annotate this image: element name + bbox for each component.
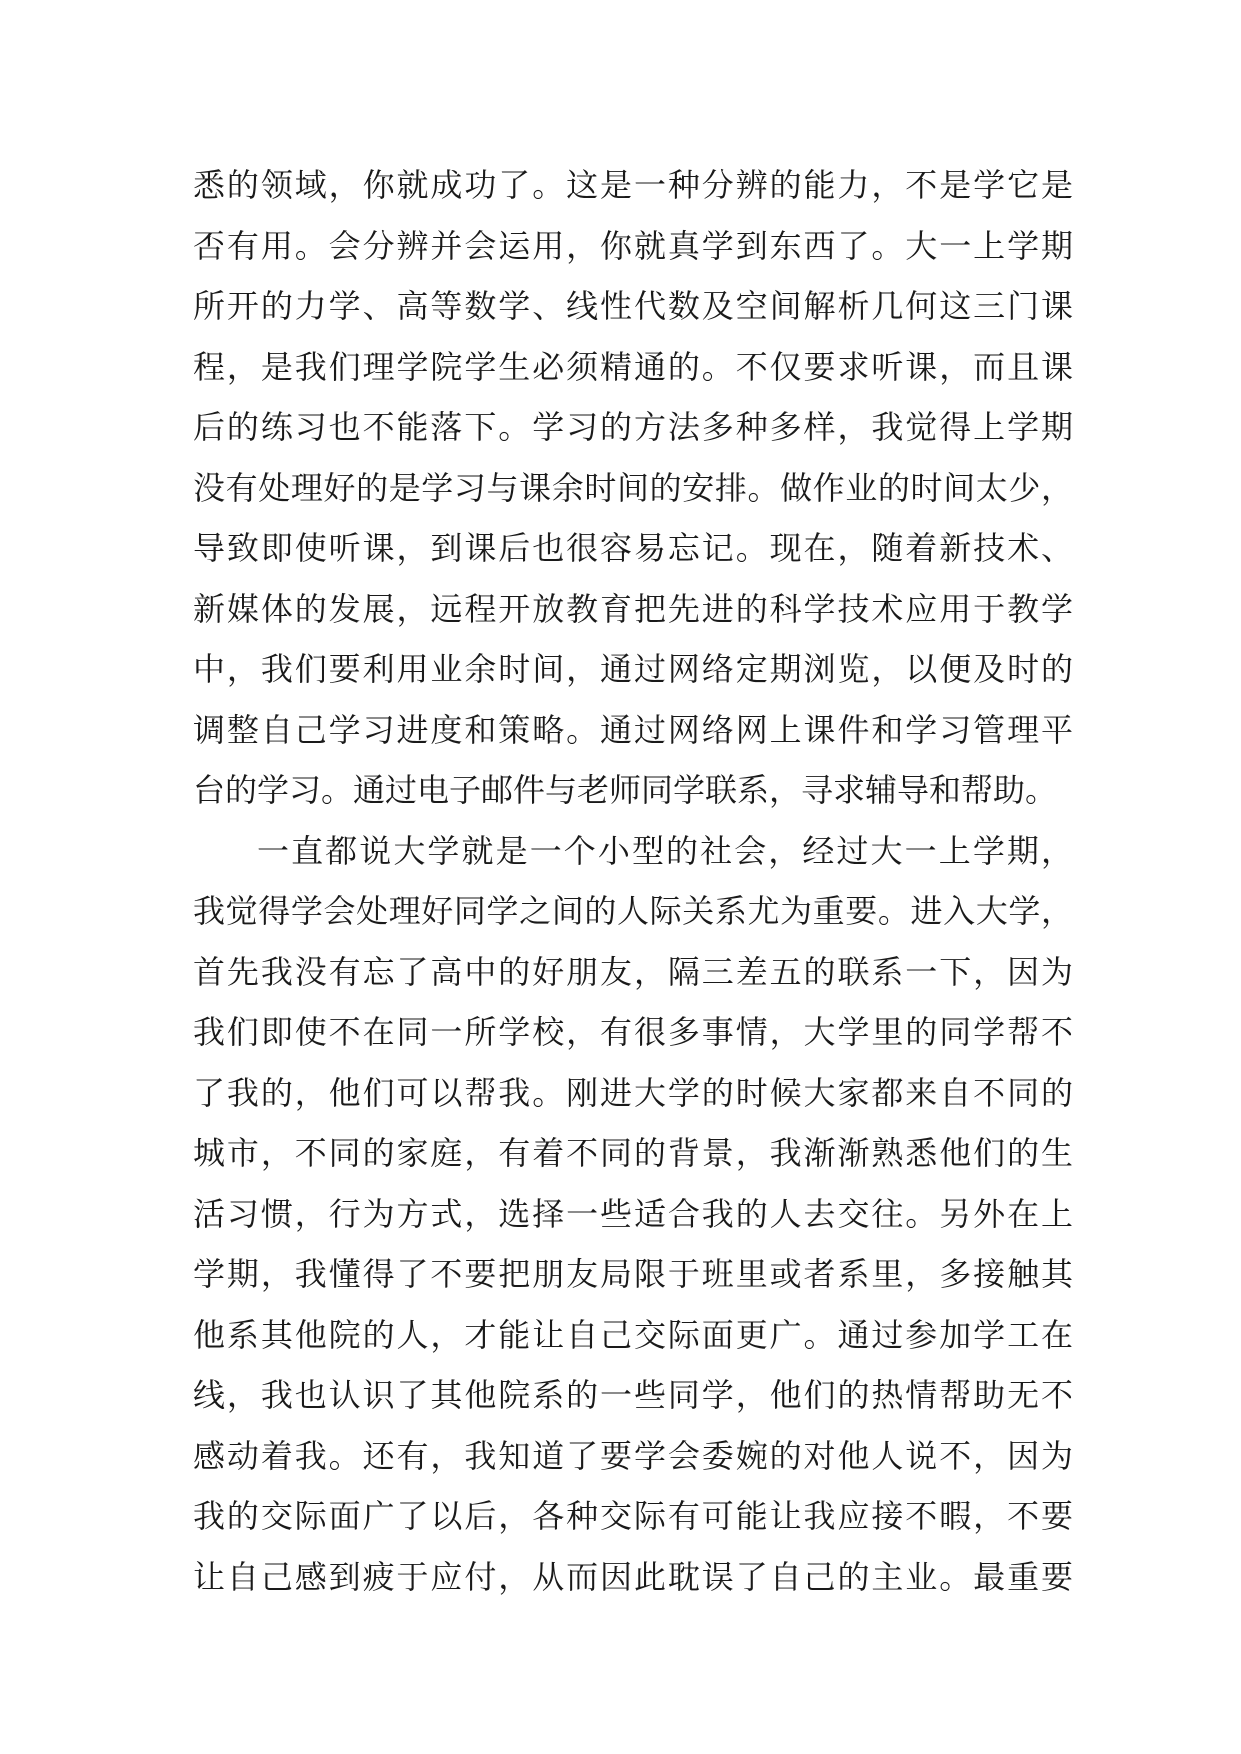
text-line: 所开的力学、高等数学、线性代数及空间解析几何这三门课 [193, 287, 1073, 325]
text-line: 让自己感到疲于应付，从而因此耽误了自己的主业。最重要 [193, 1557, 1073, 1596]
text-line: 后的练习也不能落下。学习的方法多种多样，我觉得上学期 [193, 408, 1073, 446]
text-line: 活习惯，行为方式，选择一些适合我的人去交往。另外在上 [193, 1194, 1073, 1233]
body-text [193, 155, 1073, 1607]
text-line: 线，我也认识了其他院系的一些同学，他们的热情帮助无不 [193, 1376, 1073, 1414]
text-line: 了我的，他们可以帮我。刚进大学的时候大家都来自不同的 [193, 1073, 1073, 1112]
text-line: 导致即使听课，到课后也很容易忘记。现在，随着新技术、 [193, 529, 1073, 567]
text-line: 程，是我们理学院学生必须精通的。不仅要求听课，而且课 [193, 347, 1073, 386]
text-line: 感动着我。还有，我知道了要学会委婉的对他人说不，因为 [193, 1436, 1073, 1475]
text-line: 首先我没有忘了高中的好朋友，隔三差五的联系一下，因为 [193, 952, 1073, 991]
paragraph-end-line: 台的学习。通过电子邮件与老师同学联系，寻求辅导和帮助。 [193, 771, 1058, 809]
text-line: 我觉得学会处理好同学之间的人际关系尤为重要。进入大学， [193, 892, 1073, 930]
text-line: 城市，不同的家庭，有着不同的背景，我渐渐熟悉他们的生 [193, 1134, 1073, 1172]
text-line: 中，我们要利用业余时间，通过网络定期浏览，以便及时的 [193, 650, 1073, 688]
text-line: 学期，我懂得了不要把朋友局限于班里或者系里，多接触其 [193, 1255, 1073, 1293]
text-line: 他系其他院的人，才能让自己交际面更广。通过参加学工在 [193, 1315, 1073, 1354]
text-line: 调整自己学习进度和策略。通过网络网上课件和学习管理平 [193, 710, 1073, 749]
text-line: 我们即使不在同一所学校，有很多事情，大学里的同学帮不 [193, 1013, 1073, 1051]
text-line: 我的交际面广了以后，各种交际有可能让我应接不暇，不要 [193, 1497, 1073, 1535]
text-line: 没有处理好的是学习与课余时间的安排。做作业的时间太少， [193, 468, 1073, 507]
paragraph-start-line: 一直都说大学就是一个小型的社会，经过大一上学期， [257, 831, 1073, 870]
text-line: 新媒体的发展，远程开放教育把先进的科学技术应用于教学 [193, 589, 1073, 628]
text-line: 否有用。会分辨并会运用，你就真学到东西了。大一上学期 [193, 226, 1073, 265]
text-line: 悉的领域，你就成功了。这是一种分辨的能力，不是学它是 [193, 166, 1073, 204]
